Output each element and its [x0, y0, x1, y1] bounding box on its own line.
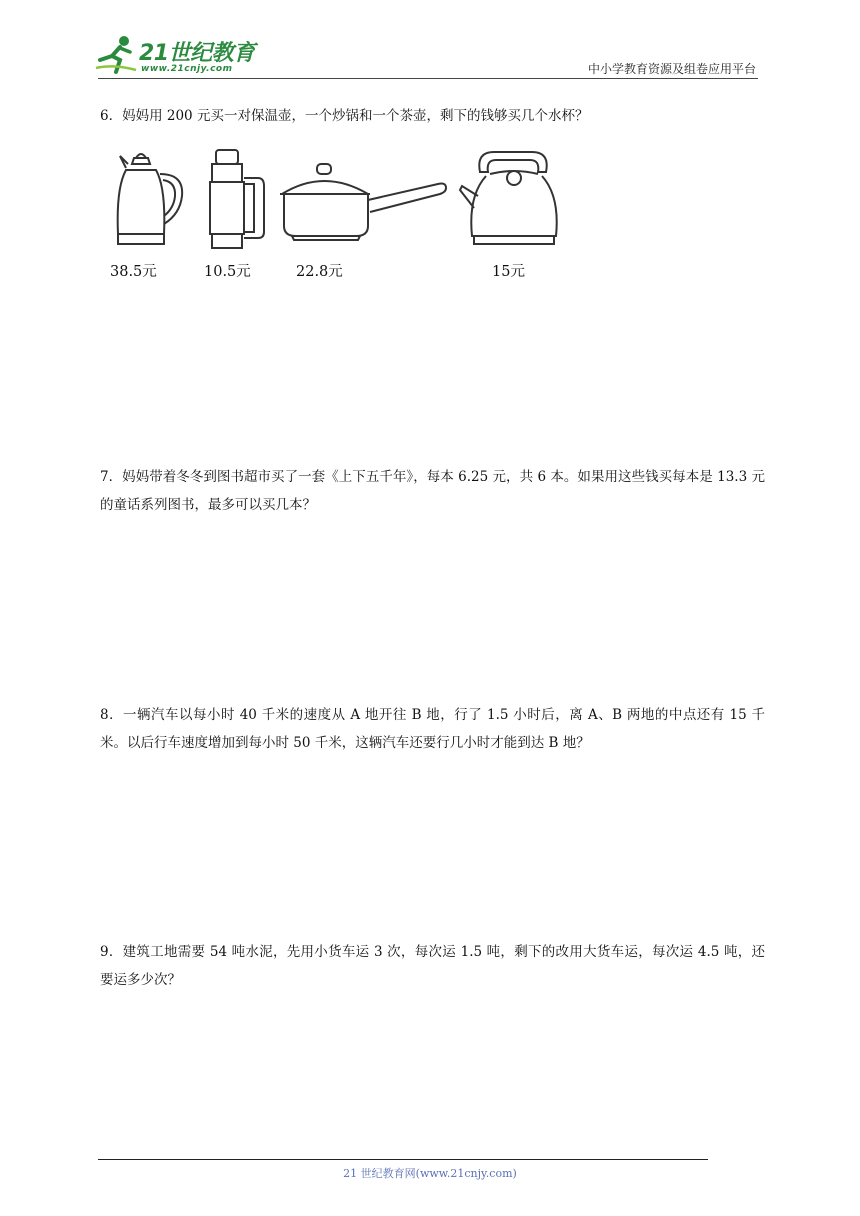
items-figure — [100, 140, 580, 290]
price-thermos: 10.5元 — [204, 264, 251, 280]
question-9: 9．建筑工地需要 54 吨水泥，先用小货车运 3 次，每次运 1.5 吨，剩下的改用大货车运，每次运 4.5 吨，还要运多少次？ — [100, 944, 765, 988]
footer-text: 21 世纪教育网(www.21cnjy.com) — [343, 1167, 517, 1180]
question-6: 6．妈妈用 200 元买一对保温壶，一个炒锅和一个茶壶，剩下的钱够买几个水杯？ — [100, 108, 589, 124]
question-7: 7．妈妈带着冬冬到图书超市买了一套《上下五千年》，每本 6.25 元，共 6 本。如果用这些钱买每本是 13.3 元的童话系列图书，最多可以买几本？ — [100, 469, 765, 513]
footer-divider — [98, 1159, 708, 1160]
price-pot: 22.8元 — [296, 264, 343, 280]
logo-text: 21世纪教育 — [139, 41, 255, 66]
site-logo — [94, 34, 264, 80]
thermos-icon — [206, 146, 270, 254]
page-header — [0, 0, 860, 80]
price-pitcher: 38.5元 — [110, 264, 157, 280]
pot-icon — [276, 160, 452, 244]
kettle-icon — [458, 146, 568, 254]
price-kettle: 15元 — [492, 264, 525, 280]
logo-subtext: www.21cnjy.com — [141, 64, 233, 74]
header-tagline: 中小学教育资源及组卷应用平台 — [587, 62, 756, 76]
header-divider — [98, 78, 758, 79]
question-8: 8．一辆汽车以每小时 40 千米的速度从 A 地开往 B 地，行了 1.5 小时后，离 A、B 两地的中点还有 15 千米。以后行车速度增加到每小时 50 千米，这辆汽车还要行几小时才能到达 B 地？ — [100, 707, 765, 751]
runner-logo-icon — [94, 34, 138, 76]
pitcher-icon — [106, 148, 186, 252]
